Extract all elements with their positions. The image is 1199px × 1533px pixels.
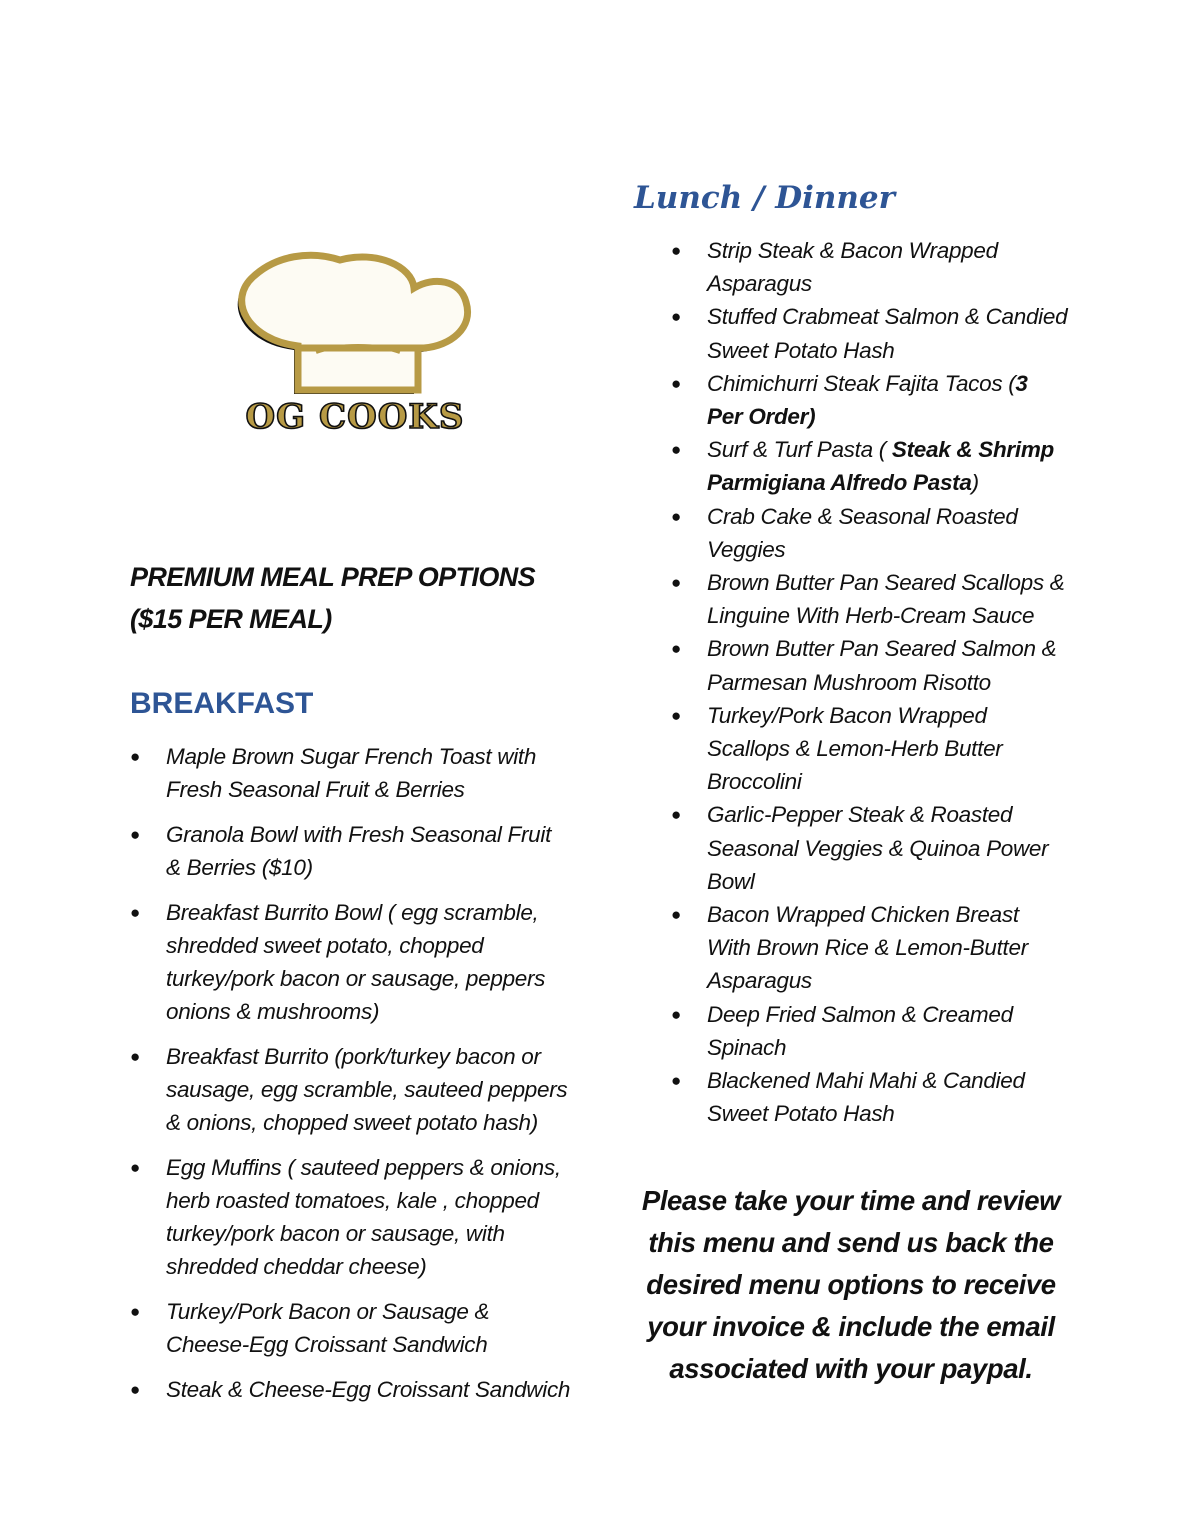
bullet-icon: ● <box>130 1302 140 1321</box>
breakfast-item <box>130 740 586 806</box>
logo-brand-text: OG COOKS <box>245 397 465 437</box>
breakfast-item-line: & Berries ($10) <box>166 855 313 880</box>
bold-text: Parmigiana Alfredo Pasta <box>707 470 972 496</box>
lunch-dinner-item-line <box>707 267 1087 300</box>
breakfast-item-line: Breakfast Burrito (pork/turkey bacon or <box>166 1044 541 1069</box>
closing-line: Please take your time and review <box>641 1185 1061 1216</box>
bullet-icon: ● <box>671 373 681 393</box>
lunch-dinner-item-line <box>707 334 1087 367</box>
item-text: Garlic-Pepper Steak & Roasted <box>707 802 1013 828</box>
bullet-icon: ● <box>671 506 681 526</box>
lunch-dinner-item <box>671 300 1087 366</box>
bullet-icon: ● <box>130 1158 140 1177</box>
breakfast-item-line: Breakfast Burrito Bowl ( egg scramble, <box>166 900 539 925</box>
lunch-dinner-item <box>671 632 1087 698</box>
bullet-icon: ● <box>671 639 681 659</box>
item-text: Bowl <box>707 868 755 894</box>
breakfast-item-line: & onions, chopped sweet potato hash) <box>166 1110 538 1135</box>
lunch-dinner-heading: Lunch / Dinner <box>634 180 895 216</box>
bullet-icon: ● <box>671 307 681 327</box>
breakfast-item-line: Maple Brown Sugar French Toast with <box>166 744 537 769</box>
breakfast-item-line: Steak & Cheese-Egg Croissant Sandwich <box>166 1377 571 1402</box>
bullet-icon: ● <box>130 825 140 844</box>
lunch-dinner-list <box>671 234 1087 1130</box>
lunch-dinner-item-line <box>707 666 1087 699</box>
lunch-dinner-item-line <box>707 765 1087 798</box>
lunch-dinner-item-line <box>707 1097 1087 1130</box>
lunch-dinner-item-line <box>707 1064 1087 1097</box>
lunch-dinner-item-line <box>707 234 1087 267</box>
lunch-dinner-item <box>671 433 1087 499</box>
item-text: Blackened Mahi Mahi & Candied <box>707 1068 1025 1094</box>
item-text: Linguine With Herb-Cream Sauce <box>707 603 1035 629</box>
premium-title-line: ($15 PER MEAL) <box>130 604 332 634</box>
lunch-dinner-item-line <box>707 699 1087 732</box>
item-text: Strip Steak & Bacon Wrapped <box>707 238 998 263</box>
item-text: Seasonal Veggies & Quinoa Power <box>707 835 1049 861</box>
lunch-dinner-item-line <box>707 500 1087 533</box>
bullet-icon: ● <box>130 1047 140 1066</box>
breakfast-item-line: herb roasted tomatoes, kale , chopped <box>166 1188 539 1213</box>
lunch-dinner-item-line <box>707 599 1087 632</box>
item-text: Scallops & Lemon-Herb Butter <box>707 736 1003 762</box>
item-text: Asparagus <box>707 968 812 994</box>
premium-title <box>130 556 570 640</box>
og-cooks-logo <box>228 248 478 438</box>
item-text: Bacon Wrapped Chicken Breast <box>707 902 1019 928</box>
closing-line: this menu and send us back the <box>648 1227 1054 1258</box>
item-text: With Brown Rice & Lemon-Butter <box>707 935 1028 961</box>
lunch-dinner-item-line <box>707 566 1087 599</box>
breakfast-item-line: onions & mushrooms) <box>166 999 380 1024</box>
item-text: Spinach <box>707 1034 787 1060</box>
closing-note <box>620 1180 1082 1390</box>
breakfast-item-line: turkey/pork bacon or sausage, with <box>166 1221 505 1246</box>
lunch-dinner-item-line <box>707 998 1087 1031</box>
lunch-dinner-item <box>671 798 1087 898</box>
bullet-icon: ● <box>671 440 681 460</box>
item-text: Veggies <box>707 536 786 562</box>
lunch-dinner-item <box>671 1064 1087 1130</box>
bold-text: Per Order) <box>707 404 816 430</box>
bullet-icon: ● <box>130 1380 140 1399</box>
lunch-dinner-item-line <box>707 865 1087 898</box>
lunch-dinner-item-line <box>707 533 1087 566</box>
breakfast-item <box>130 1151 586 1283</box>
bullet-icon: ● <box>130 903 140 922</box>
lunch-dinner-item-line <box>707 1031 1087 1064</box>
breakfast-item-line: Fresh Seasonal Fruit & Berries <box>166 777 465 802</box>
bullet-icon: ● <box>671 705 681 725</box>
bullet-icon: ● <box>671 241 681 260</box>
item-text: Surf & Turf Pasta ( <box>707 437 892 463</box>
breakfast-list <box>130 740 586 1418</box>
lunch-dinner-item-line <box>707 931 1087 964</box>
breakfast-item-line: Granola Bowl with Fresh Seasonal Fruit <box>166 822 552 847</box>
item-text: ) <box>971 470 979 496</box>
item-text: Chimichurri Steak Fajita Tacos ( <box>707 370 1016 396</box>
item-text: Deep Fried Salmon & Creamed <box>707 1001 1013 1027</box>
breakfast-heading: BREAKFAST <box>130 687 314 720</box>
breakfast-item-line: Egg Muffins ( sauteed peppers & onions, <box>166 1155 561 1180</box>
bold-text: Steak & Shrimp <box>891 437 1054 463</box>
chef-hat-icon <box>228 248 478 438</box>
breakfast-item-line: Turkey/Pork Bacon or Sausage & <box>166 1299 490 1324</box>
breakfast-item <box>130 1295 586 1361</box>
breakfast-item <box>130 1040 586 1139</box>
lunch-dinner-item-line <box>707 300 1087 333</box>
lunch-dinner-item-line <box>707 832 1087 865</box>
lunch-dinner-item-line <box>707 466 1087 499</box>
premium-title-line: PREMIUM MEAL PREP OPTIONS <box>130 562 536 592</box>
bullet-icon: ● <box>671 1071 681 1091</box>
breakfast-item <box>130 1373 586 1406</box>
closing-line: associated with your paypal. <box>669 1353 1033 1384</box>
item-text: Brown Butter Pan Seared Scallops & <box>707 570 1065 596</box>
item-text: Broccolini <box>707 769 802 795</box>
item-text: Stuffed Crabmeat Salmon & Candied <box>707 304 1068 330</box>
breakfast-item <box>130 818 586 884</box>
item-text: Brown Butter Pan Seared Salmon & <box>707 636 1057 662</box>
lunch-dinner-item <box>671 898 1087 998</box>
lunch-dinner-item <box>671 566 1087 632</box>
bold-text: 3 <box>1015 370 1028 396</box>
breakfast-item-line: shredded cheddar cheese) <box>166 1254 427 1279</box>
bullet-icon: ● <box>671 805 681 825</box>
breakfast-item <box>130 896 586 1028</box>
item-text: Sweet Potato Hash <box>707 337 895 363</box>
closing-line: your invoice & include the email <box>647 1311 1055 1342</box>
lunch-dinner-item <box>671 500 1087 566</box>
lunch-dinner-item-line <box>707 632 1087 665</box>
lunch-dinner-item-line <box>707 964 1087 997</box>
closing-line: desired menu options to receive <box>646 1269 1056 1300</box>
lunch-dinner-item-line <box>707 898 1087 931</box>
lunch-dinner-item <box>671 234 1087 300</box>
lunch-dinner-item <box>671 367 1087 433</box>
breakfast-item-line: turkey/pork bacon or sausage, peppers <box>166 966 546 991</box>
bullet-icon: ● <box>671 905 681 925</box>
item-text: Asparagus <box>707 271 812 297</box>
breakfast-item-line: shredded sweet potato, chopped <box>166 933 484 958</box>
lunch-dinner-item-line <box>707 732 1087 765</box>
lunch-dinner-item-line <box>707 433 1087 466</box>
item-text: Turkey/Pork Bacon Wrapped <box>707 702 987 728</box>
bullet-icon: ● <box>130 747 140 766</box>
item-text: Sweet Potato Hash <box>707 1101 895 1127</box>
lunch-dinner-item-line <box>707 400 1087 433</box>
bullet-icon: ● <box>671 573 681 593</box>
item-text: Parmesan Mushroom Risotto <box>707 669 991 695</box>
item-text: Crab Cake & Seasonal Roasted <box>707 503 1018 529</box>
breakfast-item-line: sausage, egg scramble, sauteed peppers <box>166 1077 568 1102</box>
breakfast-item-line: Cheese-Egg Croissant Sandwich <box>166 1332 488 1357</box>
lunch-dinner-item <box>671 699 1087 799</box>
lunch-dinner-item-line <box>707 798 1087 831</box>
lunch-dinner-item <box>671 998 1087 1064</box>
lunch-dinner-item-line <box>707 367 1087 400</box>
bullet-icon: ● <box>671 1004 681 1024</box>
